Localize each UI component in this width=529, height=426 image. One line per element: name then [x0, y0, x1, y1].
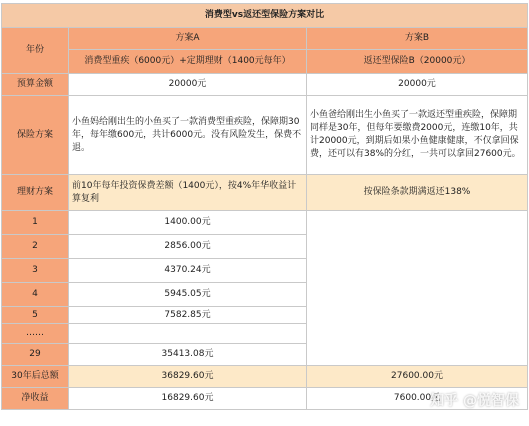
budget-plan-b: 20000元 — [307, 74, 528, 96]
total30-label: 30年后总额 — [2, 366, 69, 388]
budget-label: 预算金额 — [2, 74, 69, 96]
year-value: 7582.85元 — [69, 307, 307, 324]
year-label: 4 — [2, 283, 69, 307]
year-label: 3 — [2, 259, 69, 283]
scheme-plan-b: 小鱼爸给刚出生小鱼买了一款返还型重疾险，保障期同样是30年，但每年要缴费2000元，连缴10年，共计20000元，到期后如果小鱼健康健康，不仅拿回保费，还可以有38%的分红，一共可以拿回27600元。 — [307, 96, 528, 175]
year-value: 2856.00元 — [69, 235, 307, 259]
table-title: 消费型vs返还型保险方案对比 — [2, 4, 528, 28]
scheme-label: 保险方案 — [2, 96, 69, 175]
total30-plan-a: 36829.60元 — [69, 366, 307, 388]
net-label: 净收益 — [2, 388, 69, 410]
plan-b-header: 方案B — [307, 28, 528, 50]
scheme-plan-a: 小鱼妈给刚出生的小鱼买了一款消费型重疾险，保障期30年，每年缴600元，共计6000元。没有风险发生，保费不退。 — [69, 96, 307, 175]
finance-plan-b: 按保险条款期满返还138% — [307, 175, 528, 211]
net-plan-a: 16829.60元 — [69, 388, 307, 410]
budget-plan-a: 20000元 — [69, 74, 307, 96]
year-value — [69, 324, 307, 344]
comparison-table — [1, 3, 528, 410]
year-value: 4370.24元 — [69, 259, 307, 283]
year-header: 年份 — [2, 28, 69, 74]
year-label: 5 — [2, 307, 69, 324]
plan-b-year-blank — [307, 211, 528, 366]
year-label: 29 — [2, 344, 69, 366]
plan-a-header: 方案A — [69, 28, 307, 50]
watermark: 知乎 @悦智保 — [430, 393, 519, 409]
year-label: …… — [2, 324, 69, 344]
net-plan-b: 7600.00元 — [307, 388, 528, 410]
finance-label: 理财方案 — [2, 175, 69, 211]
plan-b-subheader: 返还型保险B（20000元） — [307, 50, 528, 74]
year-value: 35413.08元 — [69, 344, 307, 366]
finance-plan-a: 前10年每年投资保费差额（1400元），按4%年华收益计算复利 — [69, 175, 307, 211]
plan-a-subheader: 消费型重疾（6000元）+定期理财（1400元每年） — [69, 50, 307, 74]
year-label: 1 — [2, 211, 69, 235]
year-value: 5945.05元 — [69, 283, 307, 307]
total30-plan-b: 27600.00元 — [307, 366, 528, 388]
year-label: 2 — [2, 235, 69, 259]
year-value: 1400.00元 — [69, 211, 307, 235]
